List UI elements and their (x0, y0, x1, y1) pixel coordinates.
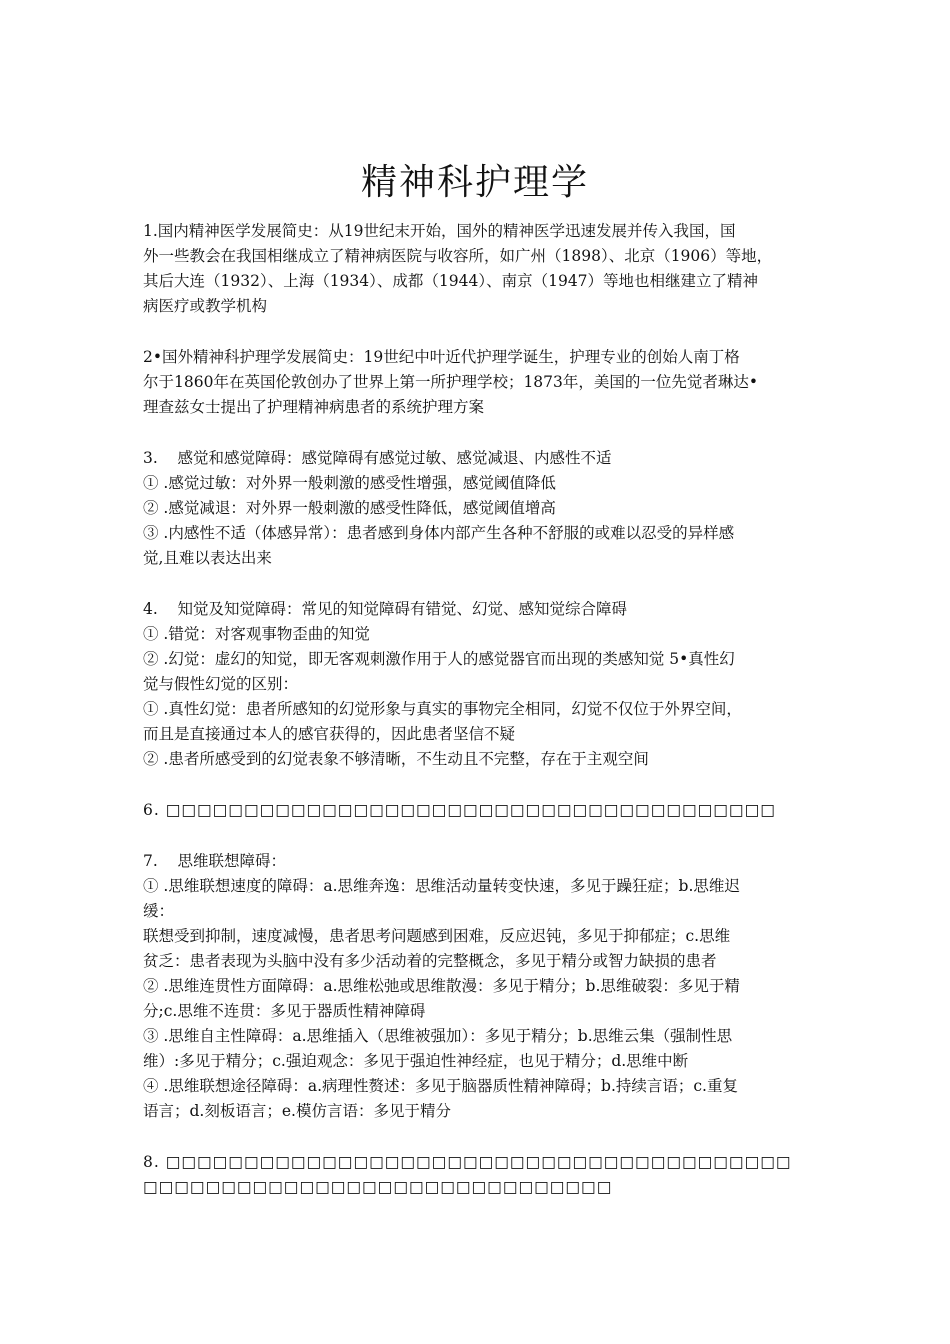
text-line: ③ .思维自主性障碍：a.思维插入（思维被强加）：多见于精分；b.思维云集（强制性思 (143, 1027, 733, 1045)
text-line: 1.国内精神医学发展简史：从19世纪末开始，国外的精神医学迅速发展并传入我国，国 (143, 222, 736, 240)
text-line: ① .真性幻觉：患者所感知的幻觉形象与真实的事物完全相同，幻觉不仅位于外界空间， (143, 700, 742, 718)
text-line: 7. 思维联想障碍： (143, 852, 286, 870)
garbled-text-line: 6. □□□□□□□□□□□□□□□□□□□□□□□□□□□□□□□□□□□□□□□ (143, 801, 776, 819)
text-line: 觉与假性幻觉的区别： (143, 675, 299, 693)
text-line: ② .幻觉：虚幻的知觉，即无客观刺激作用于人的感觉器官而出现的类感知觉 5•真性幻 (143, 650, 735, 668)
text-line: ② .感觉减退：对外界一般刺激的感受性降低，感觉阈值增高 (143, 499, 556, 517)
text-line: ① .感觉过敏：对外界一般刺激的感受性增强，感觉阈值降低 (143, 474, 556, 492)
page-title: 精神科护理学 (360, 162, 589, 204)
text-line: 语言；d.刻板语言；e.模仿言语：多见于精分 (143, 1102, 451, 1120)
text-line: 联想受到抑制，速度减慢，患者思考问题感到困难，反应迟钝，多见于抑郁症；c.思维 (143, 927, 731, 945)
text-line: 分;c.思维不连贯：多见于器质性精神障碍 (143, 1002, 426, 1020)
text-line: ② .患者所感受到的幻觉表象不够清晰，不生动且不完整，存在于主观空间 (143, 750, 649, 768)
text-line: 2•国外精神科护理学发展简史：19世纪中叶近代护理学诞生，护理专业的创始人南丁格 (143, 348, 740, 366)
text-line: 缓： (143, 902, 175, 920)
text-line: 而且是直接通过本人的感官获得的，因此患者坚信不疑 (143, 725, 516, 743)
text-line: 觉,且难以表达出来 (143, 549, 272, 567)
text-line: 维）:多见于精分；c.强迫观念：多见于强迫性神经症，也见于精分；d.思维中断 (143, 1052, 689, 1070)
text-line: 贫乏：患者表现为头脑中没有多少活动着的完整概念，多见于精分或智力缺损的患者 (143, 952, 717, 970)
paragraph-3 (143, 446, 815, 571)
text-line: 尔于1860年在英国伦敦创办了世界上第一所护理学校；1873年，美国的一位先觉者琳达• (143, 373, 759, 391)
paragraph-2 (143, 345, 815, 420)
text-line: 3. 感觉和感觉障碍：感觉障碍有感觉过敏、感觉减退、内感性不适 (143, 449, 612, 467)
text-line: ④ .思维联想途径障碍：a.病理性赘述：多见于脑器质性精神障碍；b.持续言语；c.重复 (143, 1077, 738, 1095)
text-line: 外一些教会在我国相继成立了精神病医院与收容所，如广州（1898）、北京（1906）等地， (143, 247, 773, 265)
document-body (143, 219, 815, 1226)
text-line: ① .思维联想速度的障碍：a.思维奔逸：思维活动量转变快速，多见于躁狂症；b.思维迟 (143, 877, 740, 895)
text-line: 其后大连（1932）、上海（1934）、成都（1944）、南京（1947）等地也相继建立了精神 (143, 272, 759, 290)
paragraph-4 (143, 597, 815, 772)
text-line: 病医疗或教学机构 (143, 297, 268, 315)
text-line: ① .错觉：对客观事物歪曲的知觉 (143, 625, 370, 643)
paragraph-8 (143, 1150, 815, 1200)
text-line: 理查兹女士提出了护理精神病患者的系统护理方案 (143, 398, 485, 416)
text-line: ③ .内感性不适（体感异常）：患者感到身体内部产生各种不舒服的或难以忍受的异样感 (143, 524, 735, 542)
garbled-text-line: □□□□□□□□□□□□□□□□□□□□□□□□□□□□□□ (143, 1178, 613, 1196)
garbled-text-line: 8. □□□□□□□□□□□□□□□□□□□□□□□□□□□□□□□□□□□□□□□□ (143, 1153, 792, 1171)
text-line: 4. 知觉及知觉障碍：常见的知觉障碍有错觉、幻觉、感知觉综合障碍 (143, 600, 627, 618)
paragraph-6 (143, 798, 815, 823)
paragraph-1 (143, 219, 815, 319)
text-line: ② .思维连贯性方面障碍：a.思维松弛或思维散漫：多见于精分；b.思维破裂：多见于精 (143, 977, 740, 995)
paragraph-7 (143, 849, 815, 1124)
